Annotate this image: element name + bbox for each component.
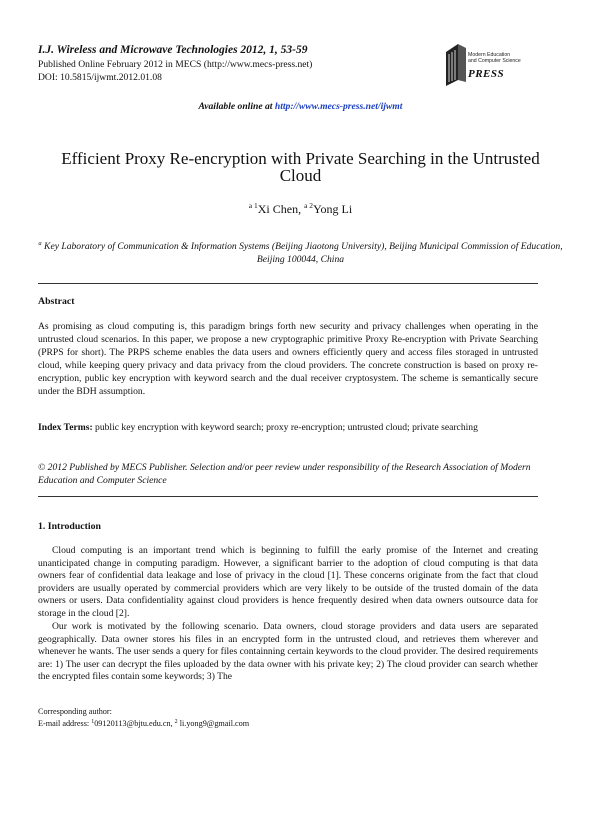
publisher-logo [444,40,530,90]
abstract-text: As promising as cloud computing is, this paradigm brings forth new security and privacy challenges when operating in the untrusted cloud scenarios. In this paper, we propose a new cryptographic primitive Proxy Re-encryption with Private Searching (PRPS for short). The PRPS scheme enables the data users and owners efficiently query and access files storaged in untrusted cloud, while keeping query privacy and data privacy from the cloud providers. The concrete construction is based on proxy re-encryption, public key encryption with keyword search and the dual receiver cryptosystem. The scheme is semantically secure under the BDH assumption. [38,321,538,397]
index-terms: Index Terms: public key encryption with keyword search; proxy re-encryption; untrusted cloud; private searching [38,422,478,433]
intro-heading: 1. Introduction [38,521,101,532]
divider-bottom [38,496,538,497]
journal-link[interactable]: http://www.mecs-press.net/ijwmt [274,101,403,112]
email-1: 09120113@bjtu.edu.cn, [94,719,175,728]
paper-title: Efficient Proxy Re-encryption with Private Searching in the Untrusted Cloud [61,149,540,185]
intro-paragraph-1: Cloud computing is an important trend which is beginning to fulfill the early promise of the Internet and creating unanticipated change in computing paradigm. However, a significant barrier to the adoption of cloud computing is that data owners fear of confidential data leakage and lose of privacy in the cloud [1]. These concerns originate from the fact that cloud providers are usually operated by commercial providers which are very likely to be outside of the trusted domain of the data owners or users. Data confidentiality against cloud providers is hence frequently desired when data owners outsource data for storage in the cloud [2]. [38,545,538,619]
copyright-notice: © 2012 Published by MECS Publisher. Selection and/or peer review under responsibility of the Research Association of Modern Education and Computer Science [38,462,531,486]
intro-paragraph-2: Our work is motivated by the following scenario. Data owners, cloud storage providers and data users are separated geographically. Data owner stores his files in an encrypted form in the untrusted cloud, and retrieves them wherever and whenever he wants. The user sends a query for files containning certain keywords to the cloud provider. The desired requirements are: 1) The user can decrypt the files uploaded by the data owner with his private key; 2) The cloud provider can search whether the encrypted files contain some keywords; 3) The [38,621,538,683]
affiliation: $^a$ Key Laboratory of Communication & Information Systems (Beijing Jiaotong University), Beijing Municipal Commission of Education, Beijing 100044, China [38,240,563,265]
logo-press: PRESS [468,68,505,80]
book-icon [444,40,468,86]
logo-text: Modern Education and Computer Science [468,52,521,64]
email-2: li.yong9@gmail.com [177,719,250,728]
footnote-emails: E-mail address: $^1$09120113@bjtu.edu.cn, $^2$ li.yong9@gmail.com [38,719,250,728]
publication-line: Published Online February 2012 in MECS (http://www.mecs-press.net) [38,59,313,70]
abstract-heading: Abstract [38,296,75,307]
available-online: Available online at http://www.mecs-press.net/ijwmt [198,101,403,112]
author-1: Xi Chen, [257,202,305,216]
author-list: $^{a 1}$Xi Chen, $^{a 2}$Yong Li [248,201,353,216]
doi-line: DOI: 10.5815/ijwmt.2012.01.08 [38,72,162,83]
author-2: Yong Li [313,202,353,216]
footnote-label: Corresponding author: [38,707,112,716]
footnote [38,706,249,729]
divider-top [38,283,538,284]
journal-citation: I.J. Wireless and Microwave Technologies 2012, 1, 53-59 [38,44,308,56]
